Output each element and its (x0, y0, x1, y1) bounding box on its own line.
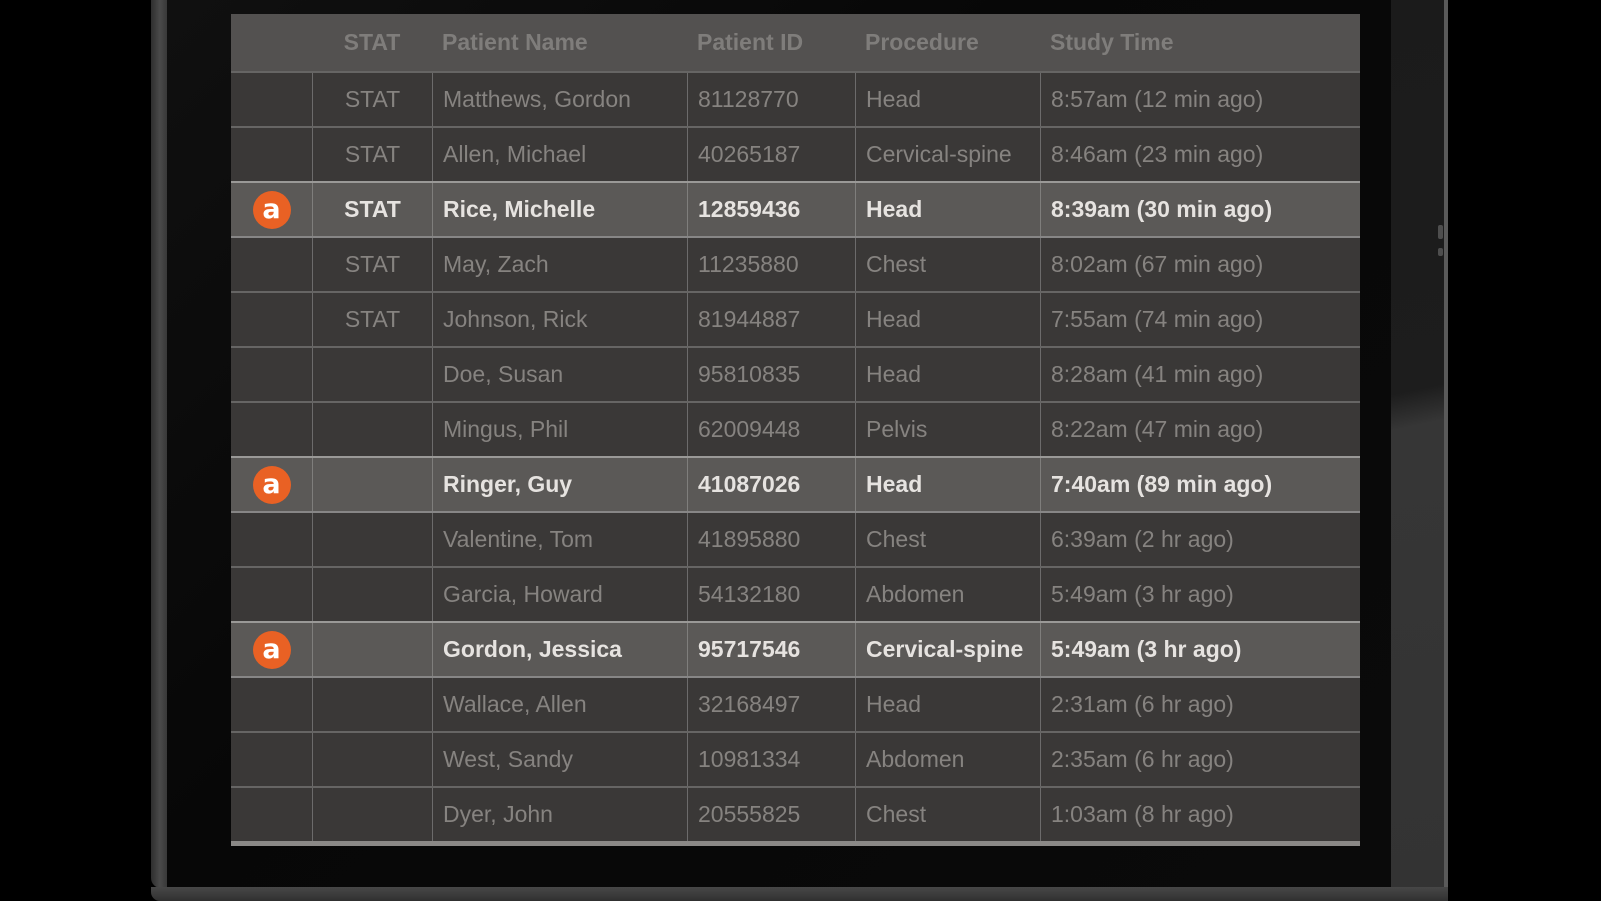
procedure-cell: Head (855, 183, 1040, 236)
stat-cell (312, 733, 432, 786)
alert-cell (231, 513, 312, 566)
stat-cell (312, 458, 432, 511)
patient-id-cell: 81944887 (687, 293, 855, 346)
device-bottom-edge (151, 887, 1448, 901)
patient-id-cell: 95717546 (687, 623, 855, 676)
patient-id-cell: 40265187 (687, 128, 855, 181)
table-row[interactable] (231, 71, 1360, 126)
alert-cell (231, 238, 312, 291)
table-row[interactable] (231, 456, 1360, 511)
stat-cell (312, 513, 432, 566)
column-header-stat: STAT (343, 29, 401, 55)
alert-cell (231, 403, 312, 456)
stat-cell (312, 568, 432, 621)
patient-name-cell: Doe, Susan (432, 348, 687, 401)
study-time-cell: 8:46am (23 min ago) (1040, 128, 1360, 181)
table-row[interactable] (231, 401, 1360, 456)
stat-cell (312, 678, 432, 731)
patient-name-cell: Mingus, Phil (432, 403, 687, 456)
patient-worklist-table (231, 14, 1360, 846)
patient-id-cell: 41895880 (687, 513, 855, 566)
stat-cell: STAT (312, 293, 432, 346)
alert-cell (231, 183, 312, 236)
study-time-cell: 8:22am (47 min ago) (1040, 403, 1360, 456)
table-row[interactable] (231, 236, 1360, 291)
patient-id-cell: 11235880 (687, 238, 855, 291)
column-header-id: Patient ID (697, 29, 804, 55)
stat-cell: STAT (312, 73, 432, 126)
patient-name-cell: Garcia, Howard (432, 568, 687, 621)
patient-name-cell: Allen, Michael (432, 128, 687, 181)
procedure-cell: Abdomen (855, 733, 1040, 786)
alert-cell (231, 458, 312, 511)
alert-cell (231, 788, 312, 841)
study-time-cell: 2:31am (6 hr ago) (1040, 678, 1360, 731)
table-row[interactable] (231, 291, 1360, 346)
a-badge-icon[interactable]: a (253, 191, 291, 229)
table-row[interactable] (231, 126, 1360, 181)
patient-name-cell: Ringer, Guy (432, 458, 687, 511)
procedure-cell: Head (855, 678, 1040, 731)
table-row[interactable] (231, 566, 1360, 621)
patient-name-cell: Valentine, Tom (432, 513, 687, 566)
study-time-cell: 2:35am (6 hr ago) (1040, 733, 1360, 786)
side-button-icon (1438, 225, 1443, 239)
patient-id-cell: 54132180 (687, 568, 855, 621)
stat-cell (312, 788, 432, 841)
device-left-edge (151, 0, 167, 888)
procedure-cell: Head (855, 293, 1040, 346)
table-row[interactable] (231, 786, 1360, 841)
stat-cell: STAT (312, 238, 432, 291)
worklist-body (231, 71, 1360, 841)
table-row[interactable] (231, 676, 1360, 731)
alert-cell (231, 733, 312, 786)
column-header-study_time: Study Time (1050, 29, 1174, 55)
table-row[interactable] (231, 731, 1360, 786)
patient-id-cell: 10981334 (687, 733, 855, 786)
procedure-cell: Chest (855, 238, 1040, 291)
patient-name-cell: Matthews, Gordon (432, 73, 687, 126)
procedure-cell: Cervical-spine (855, 128, 1040, 181)
alert-cell (231, 348, 312, 401)
table-row[interactable] (231, 346, 1360, 401)
study-time-cell: 5:49am (3 hr ago) (1040, 623, 1360, 676)
study-time-cell: 6:39am (2 hr ago) (1040, 513, 1360, 566)
procedure-cell: Head (855, 73, 1040, 126)
study-time-cell: 8:02am (67 min ago) (1040, 238, 1360, 291)
patient-id-cell: 81128770 (687, 73, 855, 126)
study-time-cell: 7:55am (74 min ago) (1040, 293, 1360, 346)
patient-id-cell: 12859436 (687, 183, 855, 236)
alert-cell (231, 678, 312, 731)
procedure-cell: Chest (855, 513, 1040, 566)
patient-id-cell: 32168497 (687, 678, 855, 731)
alert-cell (231, 293, 312, 346)
procedure-cell: Pelvis (855, 403, 1040, 456)
table-row[interactable] (231, 181, 1360, 236)
stat-cell (312, 348, 432, 401)
a-badge-icon[interactable]: a (253, 466, 291, 504)
procedure-cell: Chest (855, 788, 1040, 841)
alert-cell (231, 73, 312, 126)
column-header-procedure: Procedure (865, 29, 979, 55)
procedure-cell: Cervical-spine (855, 623, 1040, 676)
study-time-cell: 1:03am (8 hr ago) (1040, 788, 1360, 841)
patient-name-cell: May, Zach (432, 238, 687, 291)
study-time-cell: 8:39am (30 min ago) (1040, 183, 1360, 236)
patient-name-cell: Wallace, Allen (432, 678, 687, 731)
patient-id-cell: 41087026 (687, 458, 855, 511)
procedure-cell: Abdomen (855, 568, 1040, 621)
patient-id-cell: 62009448 (687, 403, 855, 456)
table-row[interactable] (231, 621, 1360, 676)
device-right-panel (1391, 0, 1448, 887)
side-button-icon (1438, 248, 1443, 256)
stat-cell (312, 403, 432, 456)
patient-id-cell: 95810835 (687, 348, 855, 401)
alert-cell (231, 623, 312, 676)
worklist-header-row (231, 14, 1360, 71)
alert-cell (231, 128, 312, 181)
table-row[interactable] (231, 511, 1360, 566)
patient-name-cell: West, Sandy (432, 733, 687, 786)
stat-cell (312, 623, 432, 676)
study-time-cell: 8:57am (12 min ago) (1040, 73, 1360, 126)
procedure-cell: Head (855, 458, 1040, 511)
column-header-name: Patient Name (442, 29, 588, 55)
procedure-cell: Head (855, 348, 1040, 401)
stat-cell: STAT (312, 183, 432, 236)
study-time-cell: 8:28am (41 min ago) (1040, 348, 1360, 401)
a-badge-icon[interactable]: a (253, 631, 291, 669)
patient-name-cell: Johnson, Rick (432, 293, 687, 346)
patient-name-cell: Gordon, Jessica (432, 623, 687, 676)
study-time-cell: 5:49am (3 hr ago) (1040, 568, 1360, 621)
patient-name-cell: Rice, Michelle (432, 183, 687, 236)
study-time-cell: 7:40am (89 min ago) (1040, 458, 1360, 511)
stat-cell: STAT (312, 128, 432, 181)
patient-id-cell: 20555825 (687, 788, 855, 841)
alert-cell (231, 568, 312, 621)
patient-name-cell: Dyer, John (432, 788, 687, 841)
